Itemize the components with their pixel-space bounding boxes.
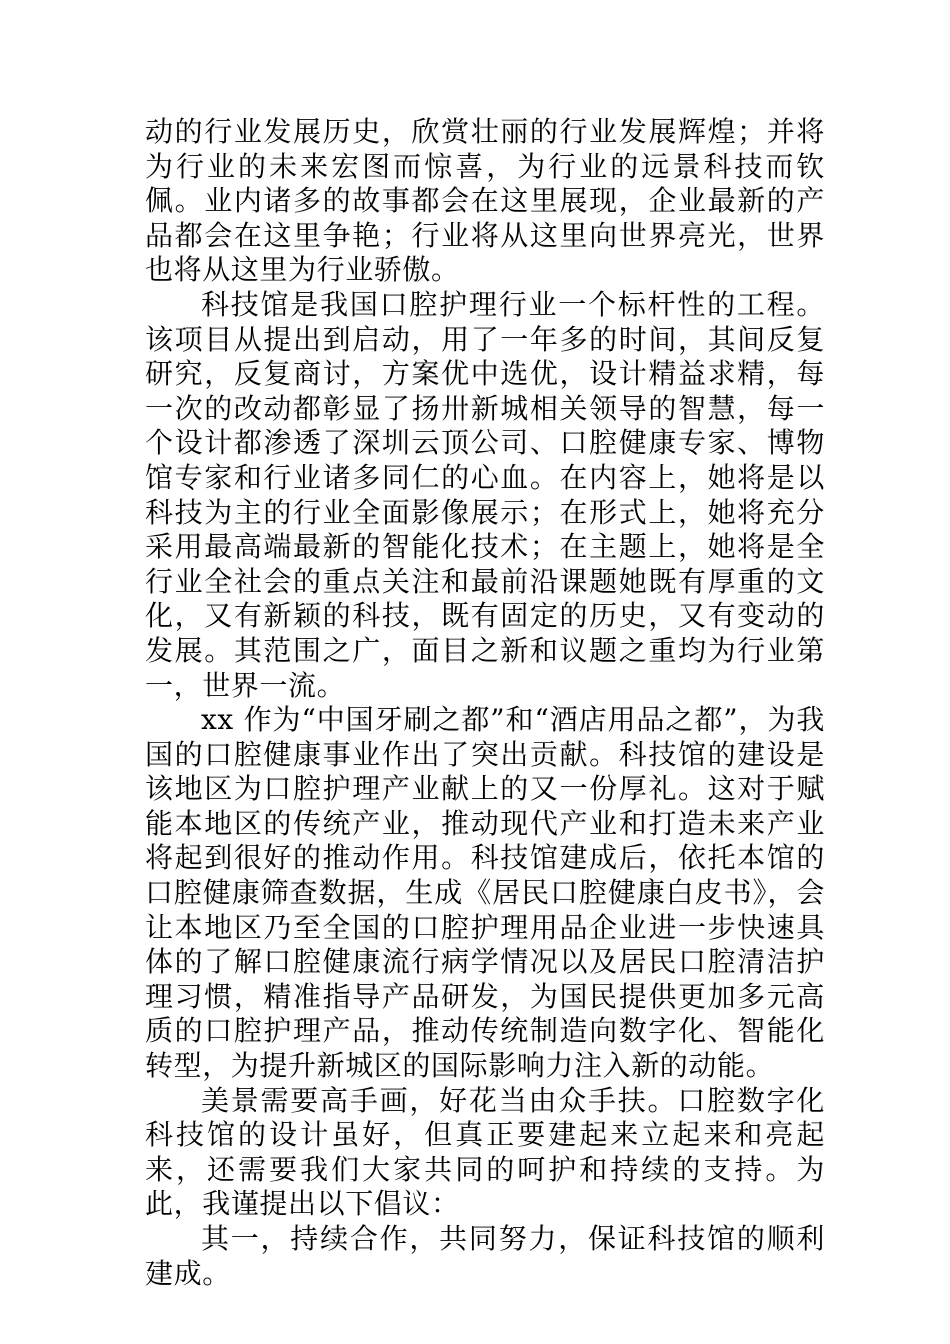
document-page: [145, 115, 825, 1291]
paragraph-proposal-one: 其一，持续合作，共同努力，保证科技馆的顺利建成。: [145, 1222, 825, 1290]
paragraph-call-for-support: 美景需要高手画，好花当由众手扶。口腔数字化科技馆的设计虽好，但真正要建起来立起来和亮起来，还需要我们大家共同的呵护和持续的支持。为此，我谨提出以下倡议：: [145, 1083, 825, 1221]
paragraph-regional-contribution: xx 作为“中国牙刷之都”和“酒店用品之都”，为我国的口腔健康事业作出了突出贡献。科技馆的建设是该地区为口腔护理产业献上的又一份厚礼。这对于赋能本地区的传统产业，推动现代产业和打造未来产业将起到很好的推动作用。科技馆建成后，依托本馆的口腔健康筛查数据，生成《居民口腔健康白皮书》，会让本地区乃至全国的口腔护理用品企业进一步快速具体的了解口腔健康流行病学情况以及居民口腔清洁护理习惯，精准指导产品研发，为国民提供更加多元高质的口腔护理产品，推动传统制造向数字化、智能化转型，为提升新城区的国际影响力注入新的动能。: [145, 703, 825, 1083]
paragraph-continuation: 动的行业发展历史，欣赏壮丽的行业发展辉煌；并将为行业的未来宏图而惊喜，为行业的远景科技而钦佩。业内诸多的故事都会在这里展现，企业最新的产品都会在这里争艳；行业将从这里向世界亮光，世界也将从这里为行业骄傲。: [145, 115, 825, 287]
paragraph-science-museum-project: 科技馆是我国口腔护理行业一个标杆性的工程。该项目从提出到启动，用了一年多的时间，其间反复研究，反复商讨，方案优中选优，设计精益求精，每一次的改动都彰显了扬卅新城相关领导的智慧，每一个设计都渗透了深圳云顶公司、口腔健康专家、博物馆专家和行业诸多同仁的心血。在内容上，她将是以科技为主的行业全面影像展示；在形式上，她将充分采用最高端最新的智能化技术；在主题上，她将是全行业全社会的重点关注和最前沿课题她既有厚重的文化，又有新颖的科技，既有固定的历史，又有变动的发展。其范围之广，面目之新和议题之重均为行业第一，世界一流。: [145, 287, 825, 702]
